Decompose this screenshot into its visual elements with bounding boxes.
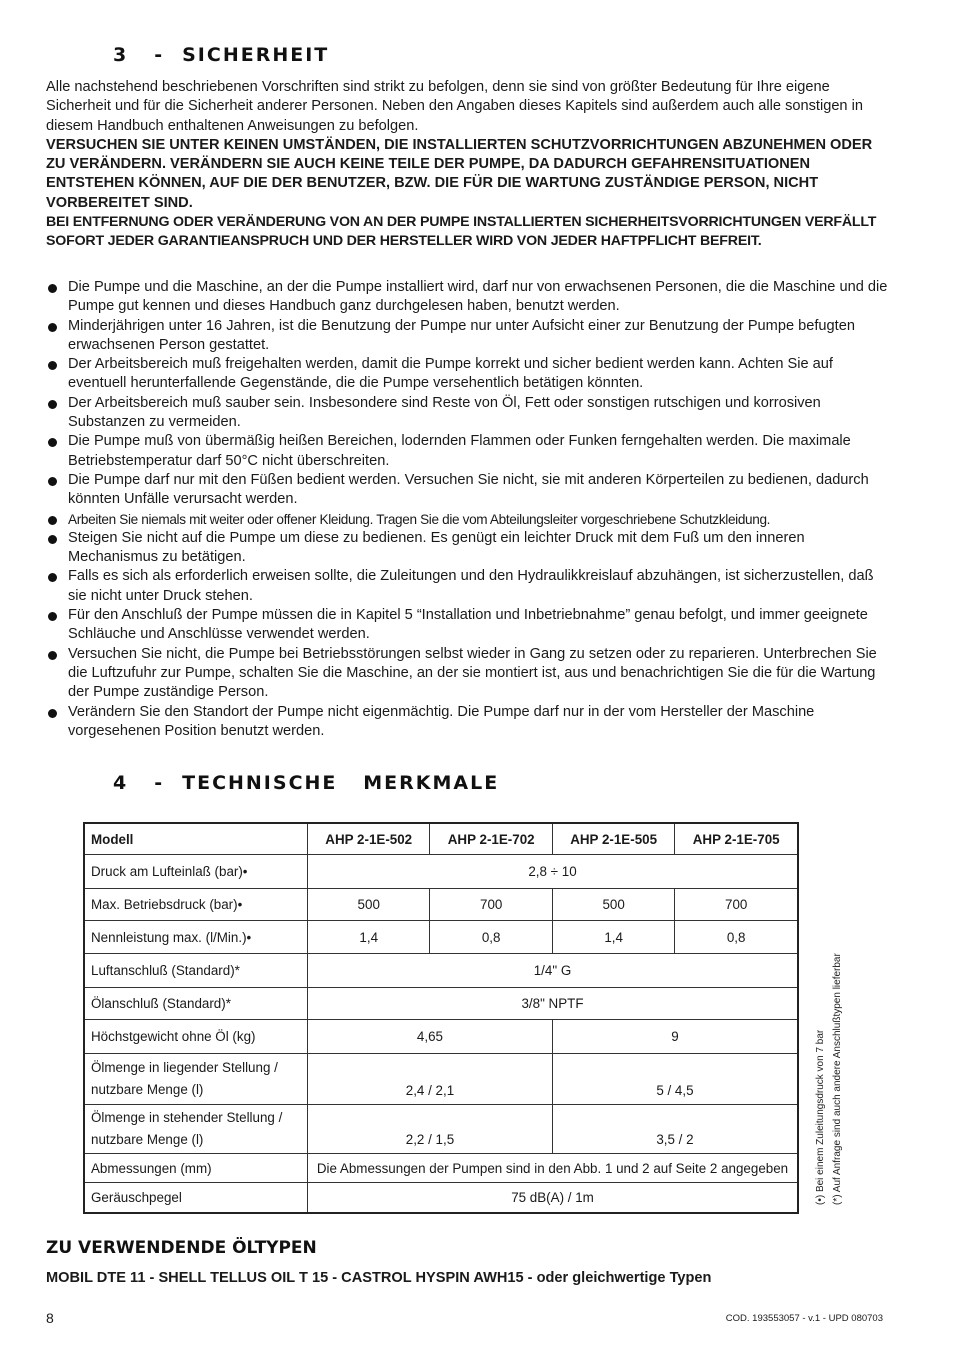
page-number: 8 (46, 1310, 54, 1326)
table-cell: Druck am Lufteinlaß (bar)• (84, 855, 308, 889)
table-row (84, 1054, 798, 1105)
table-cell: 3,5 / 2 (552, 1105, 798, 1154)
table-cell (84, 1054, 308, 1105)
section-3-heading (113, 44, 329, 66)
table-cell: Höchstgewicht ohne Öl (kg) (84, 1020, 308, 1054)
table-header-row (84, 823, 798, 855)
section-4-heading (113, 772, 499, 794)
row-label-line: nutzbare Menge (l) (91, 1132, 204, 1147)
row-label-line: Ölmenge in liegender Stellung / (91, 1060, 278, 1075)
table-row (84, 1020, 798, 1054)
table-row (84, 855, 798, 889)
table-cell: Max. Betriebsdruck (bar)• (84, 889, 308, 921)
table-cell: 0,8 (675, 921, 798, 954)
table-cell: 75 dB(A) / 1m (308, 1183, 799, 1213)
table-cell: Ölanschluß (Standard)* (84, 988, 308, 1020)
list-item: Die Pumpe darf nur mit den Füßen bedient werden. Versuchen Sie nicht, sie mit anderen Körperteilen zu bedienen, dadurch könnten Unfälle verursacht werden. (46, 471, 891, 510)
table-cell: 2,2 / 1,5 (308, 1105, 553, 1154)
warranty-paragraph: BEI ENTFERNUNG ODER VERÄNDERUNG VON AN DER PUMPE INSTALLIERTEN SICHERHEITSVORRICHTUNGEN VERFÄLLT SOFORT JEDER GARANTIEANSPRUCH UND DER HERSTELLER WIRD VON JEDER HAFTPFLICHT BEFREIT. (46, 214, 877, 250)
table-cell: 2,8 ÷ 10 (308, 855, 799, 889)
oil-types-title: ZU VERWENDENDE ÖLTYPEN (46, 1238, 317, 1258)
table-cell: 2,4 / 2,1 (308, 1054, 553, 1105)
table-row (84, 954, 798, 988)
intro-paragraph: Alle nachstehend beschriebenen Vorschriften sind strikt zu befolgen, denn sie sind von größter Bedeutung für Ihre eigene Sicherheit und für die Sicherheit anderer Personen. Neben den Angaben dieses Kapitels sind außerdem auch alle sonstigen in diesem Handbuch enthaltenen Anweisungen zu befolgen. (46, 79, 863, 134)
table-header-cell: AHP 2-1E-705 (675, 823, 798, 855)
section-title: SICHERHEIT (182, 44, 330, 66)
row-label-line: Ölmenge in stehender Stellung / (91, 1110, 283, 1125)
list-item: Minderjährigen unter 16 Jahren, ist die Benutzung der Pumpe nur unter Aufsicht einer zur Benutzung der Pumpe befugten erwachsenen Person gestattet. (46, 317, 891, 356)
footnote: (*) Auf Anfrage sind auch andere Anschlußtypen lieferbar (832, 953, 843, 1205)
table-header-cell: AHP 2-1E-505 (552, 823, 674, 855)
table-footnotes (812, 953, 846, 1205)
table-cell: 700 (430, 889, 552, 921)
table-cell: 4,65 (308, 1020, 553, 1054)
oil-types-list: MOBIL DTE 11 - SHELL TELLUS OIL T 15 - CASTROL HYSPIN AWH15 - oder gleichwertige Typen (46, 1270, 712, 1286)
section-title: TECHNISCHE MERKMALE (182, 772, 500, 794)
table-cell: 1,4 (552, 921, 674, 954)
safety-text-block (46, 78, 891, 252)
table-header-cell: Modell (84, 823, 308, 855)
table-cell: 500 (308, 889, 430, 921)
table-cell: 1,4 (308, 921, 430, 954)
warning-paragraph: VERSUCHEN SIE UNTER KEINEN UMSTÄNDEN, DIE INSTALLIERTEN SCHUTZVORRICHTUNGEN ABZUNEHMEN ODER ZU VERÄNDERN. VERÄNDERN SIE AUCH KEINE TEILE DER PUMPE, DA DADURCH GEFAHRENSITUATIONEN ENTSTEHEN KÖNNEN, AUF DIE DER BENUTZER, BZW. DIE FÜR DIE WARTUNG ZUSTÄNDIGE PERSON, NICHT VORBEREITET SIND. (46, 136, 873, 211)
section-number: 3 (113, 44, 129, 66)
table-cell: Nennleistung max. (l/Min.)• (84, 921, 308, 954)
table-header-cell: AHP 2-1E-702 (430, 823, 552, 855)
row-label-line: nutzbare Menge (l) (91, 1082, 204, 1097)
table-row (84, 1154, 798, 1183)
table-cell: 3/8" NPTF (308, 988, 799, 1020)
table-cell: Luftanschluß (Standard)* (84, 954, 308, 988)
list-item: Die Pumpe muß von übermäßig heißen Bereichen, lodernden Flammen oder Funken ferngehalten werden. Die maximale Betriebstemperatur darf 50°C nicht überschreiten. (46, 432, 891, 471)
table-cell: 500 (552, 889, 674, 921)
list-item: Der Arbeitsbereich muß freigehalten werden, damit die Pumpe korrekt und sicher bedient werden kann. Achten Sie auf eventuell herunterfallende Gegenstände, die die Pumpe versehentlich betätigen könnten. (46, 355, 891, 394)
table-header-cell: AHP 2-1E-502 (308, 823, 430, 855)
document-code: COD. 193553057 - v.1 - UPD 080703 (725, 1313, 883, 1324)
table-row (84, 1183, 798, 1213)
list-item: Verändern Sie den Standort der Pumpe nicht eigenmächtig. Die Pumpe darf nur in der vom Hersteller der Maschine vorgesehenen Position benutzt werden. (46, 703, 891, 742)
footnote: (•) Bei einem Zuleitungsdruck von 7 bar (815, 1029, 826, 1205)
list-item: Falls es sich als erforderlich erweisen sollte, die Zuleitungen und den Hydraulikkreislauf abzuhängen, ist sicherzustellen, daß sie nicht unter Druck stehen. (46, 567, 891, 606)
list-item: Die Pumpe und die Maschine, an der die Pumpe installiert wird, darf nur von erwachsenen Personen, die die Maschine und die Pumpe gut kennen und dieses Handbuch ganz durchgelesen haben, benutzt werden. (46, 278, 891, 317)
list-item: Arbeiten Sie niemals mit weiter oder offener Kleidung. Tragen Sie die vom Abteilungsleiter vorgeschriebene Schutzkleidung. (46, 510, 891, 529)
table-row (84, 988, 798, 1020)
table-cell: 700 (675, 889, 798, 921)
table-cell: 1/4" G (308, 954, 799, 988)
table-cell: 5 / 4,5 (552, 1054, 798, 1105)
list-item: Versuchen Sie nicht, die Pumpe bei Betriebsstörungen selbst wieder in Gang zu setzen oder zu reparieren. Unterbrechen Sie die Luftzufuhr zur Pumpe, schalten Sie die Maschine, an der sie montiert ist, aus und benachrichtigen Sie die für die Wartung der Pumpe zuständige Person. (46, 645, 891, 703)
table-row (84, 889, 798, 921)
section-dash: - (154, 772, 165, 794)
safety-bullet-list (46, 278, 891, 741)
technical-specs-table (83, 822, 799, 1214)
list-item: Steigen Sie nicht auf die Pumpe um diese zu bedienen. Es genügt ein leichter Druck mit dem Fuß um den inneren Mechanismus zu betätigen. (46, 529, 891, 568)
section-dash: - (154, 44, 165, 66)
table-cell: Abmessungen (mm) (84, 1154, 308, 1183)
list-item: Für den Anschluß der Pumpe müssen die in Kapitel 5 “Installation und Inbetriebnahme” genau befolgt, und immer geeignete Schläuche und Anschlüsse verwendet werden. (46, 606, 891, 645)
table-cell: 0,8 (430, 921, 552, 954)
table-cell: Geräuschpegel (84, 1183, 308, 1213)
table-cell: Die Abmessungen der Pumpen sind in den Abb. 1 und 2 auf Seite 2 angegeben (308, 1154, 799, 1183)
section-number: 4 (113, 772, 129, 794)
table-cell: 9 (552, 1020, 798, 1054)
table-row (84, 921, 798, 954)
table-cell (84, 1105, 308, 1154)
table-row (84, 1105, 798, 1154)
list-item: Der Arbeitsbereich muß sauber sein. Insbesondere sind Reste von Öl, Fett oder sonstigen rutschigen und korrosiven Substanzen zu vermeiden. (46, 394, 891, 433)
